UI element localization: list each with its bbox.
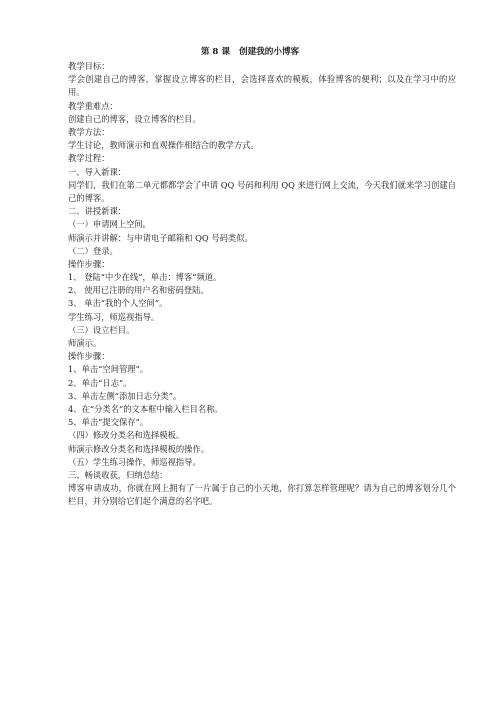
body-line: 师演示并讲解：与申请电子邮箱和 QQ 号码类似。 <box>68 232 253 243</box>
body-line: （五）学生练习操作，师巡视指导。 <box>68 456 201 467</box>
body-line: 3、 单击“我的个人空间”。 <box>68 298 168 309</box>
body-line: 创建自己的博客，设立博客的栏目。 <box>68 113 201 124</box>
body-line: 教学方法： <box>68 126 110 137</box>
body-paragraph: 同学们，我们在第二单元都都学会了申请 QQ 号码和利用 QQ 来进行网上交流，今天我们就来学习创建自己的博客。 <box>68 179 456 203</box>
body-line: （二）登录。 <box>68 245 118 256</box>
body-line: 1、 登陆“中少在线”，单击：博客“频道。 <box>68 272 222 283</box>
body-line: 2、 使用已注册的用户名和密码登陆。 <box>68 285 209 296</box>
body-line: （一）申请网上空间。 <box>68 219 151 230</box>
body-line: （四）修改分类名和选择模板。 <box>68 430 185 441</box>
body-line: 二、讲授新课： <box>68 206 127 217</box>
body-paragraph: 学会创建自己的博客，掌握设立博客的栏目，会选择喜欢的模板，体验博客的便利；以及在学习中的应用。 <box>68 74 456 98</box>
body-line: 教学过程： <box>68 153 110 164</box>
body-paragraph: 博客申请成功，你就在网上拥有了一片属于自己的小天地，你打算怎样管理呢？请为自己的博客划分几个栏目，并分别给它们起个满意的名字吧。 <box>68 483 456 507</box>
body-line: 操作步骤： <box>68 351 110 362</box>
body-line: 学生讨论，教师演示和直观操作相结合的教学方式。 <box>68 140 259 151</box>
body-line: 一、导入新课： <box>68 166 127 177</box>
body-line: 5、单击“提交保存”。 <box>68 417 149 428</box>
body-line: （三）设立栏目。 <box>68 324 135 335</box>
lesson-title: 第 8 课 创建我的小博客 <box>200 47 300 57</box>
body-line: 1、单击“空间管理”。 <box>68 364 149 375</box>
body-line: 4、在“分类名”的文本框中输入栏目名称。 <box>68 403 223 414</box>
lesson-body <box>68 60 456 508</box>
body-line: 三、畅谈收获，归纳总结： <box>68 469 168 480</box>
body-line: 3、单击左侧“添加日志分类”。 <box>68 390 182 401</box>
body-line: 教学重难点： <box>68 100 118 111</box>
body-line: 师演示修改分类名和选择模板的操作。 <box>68 443 210 454</box>
body-line: 师演示。 <box>68 338 102 348</box>
body-line: 操作步骤： <box>68 258 110 269</box>
body-line: 学生练习，师巡视指导。 <box>68 311 160 322</box>
body-line: 教学目标： <box>68 61 110 71</box>
body-line: 2、单击“日志”。 <box>68 377 132 388</box>
